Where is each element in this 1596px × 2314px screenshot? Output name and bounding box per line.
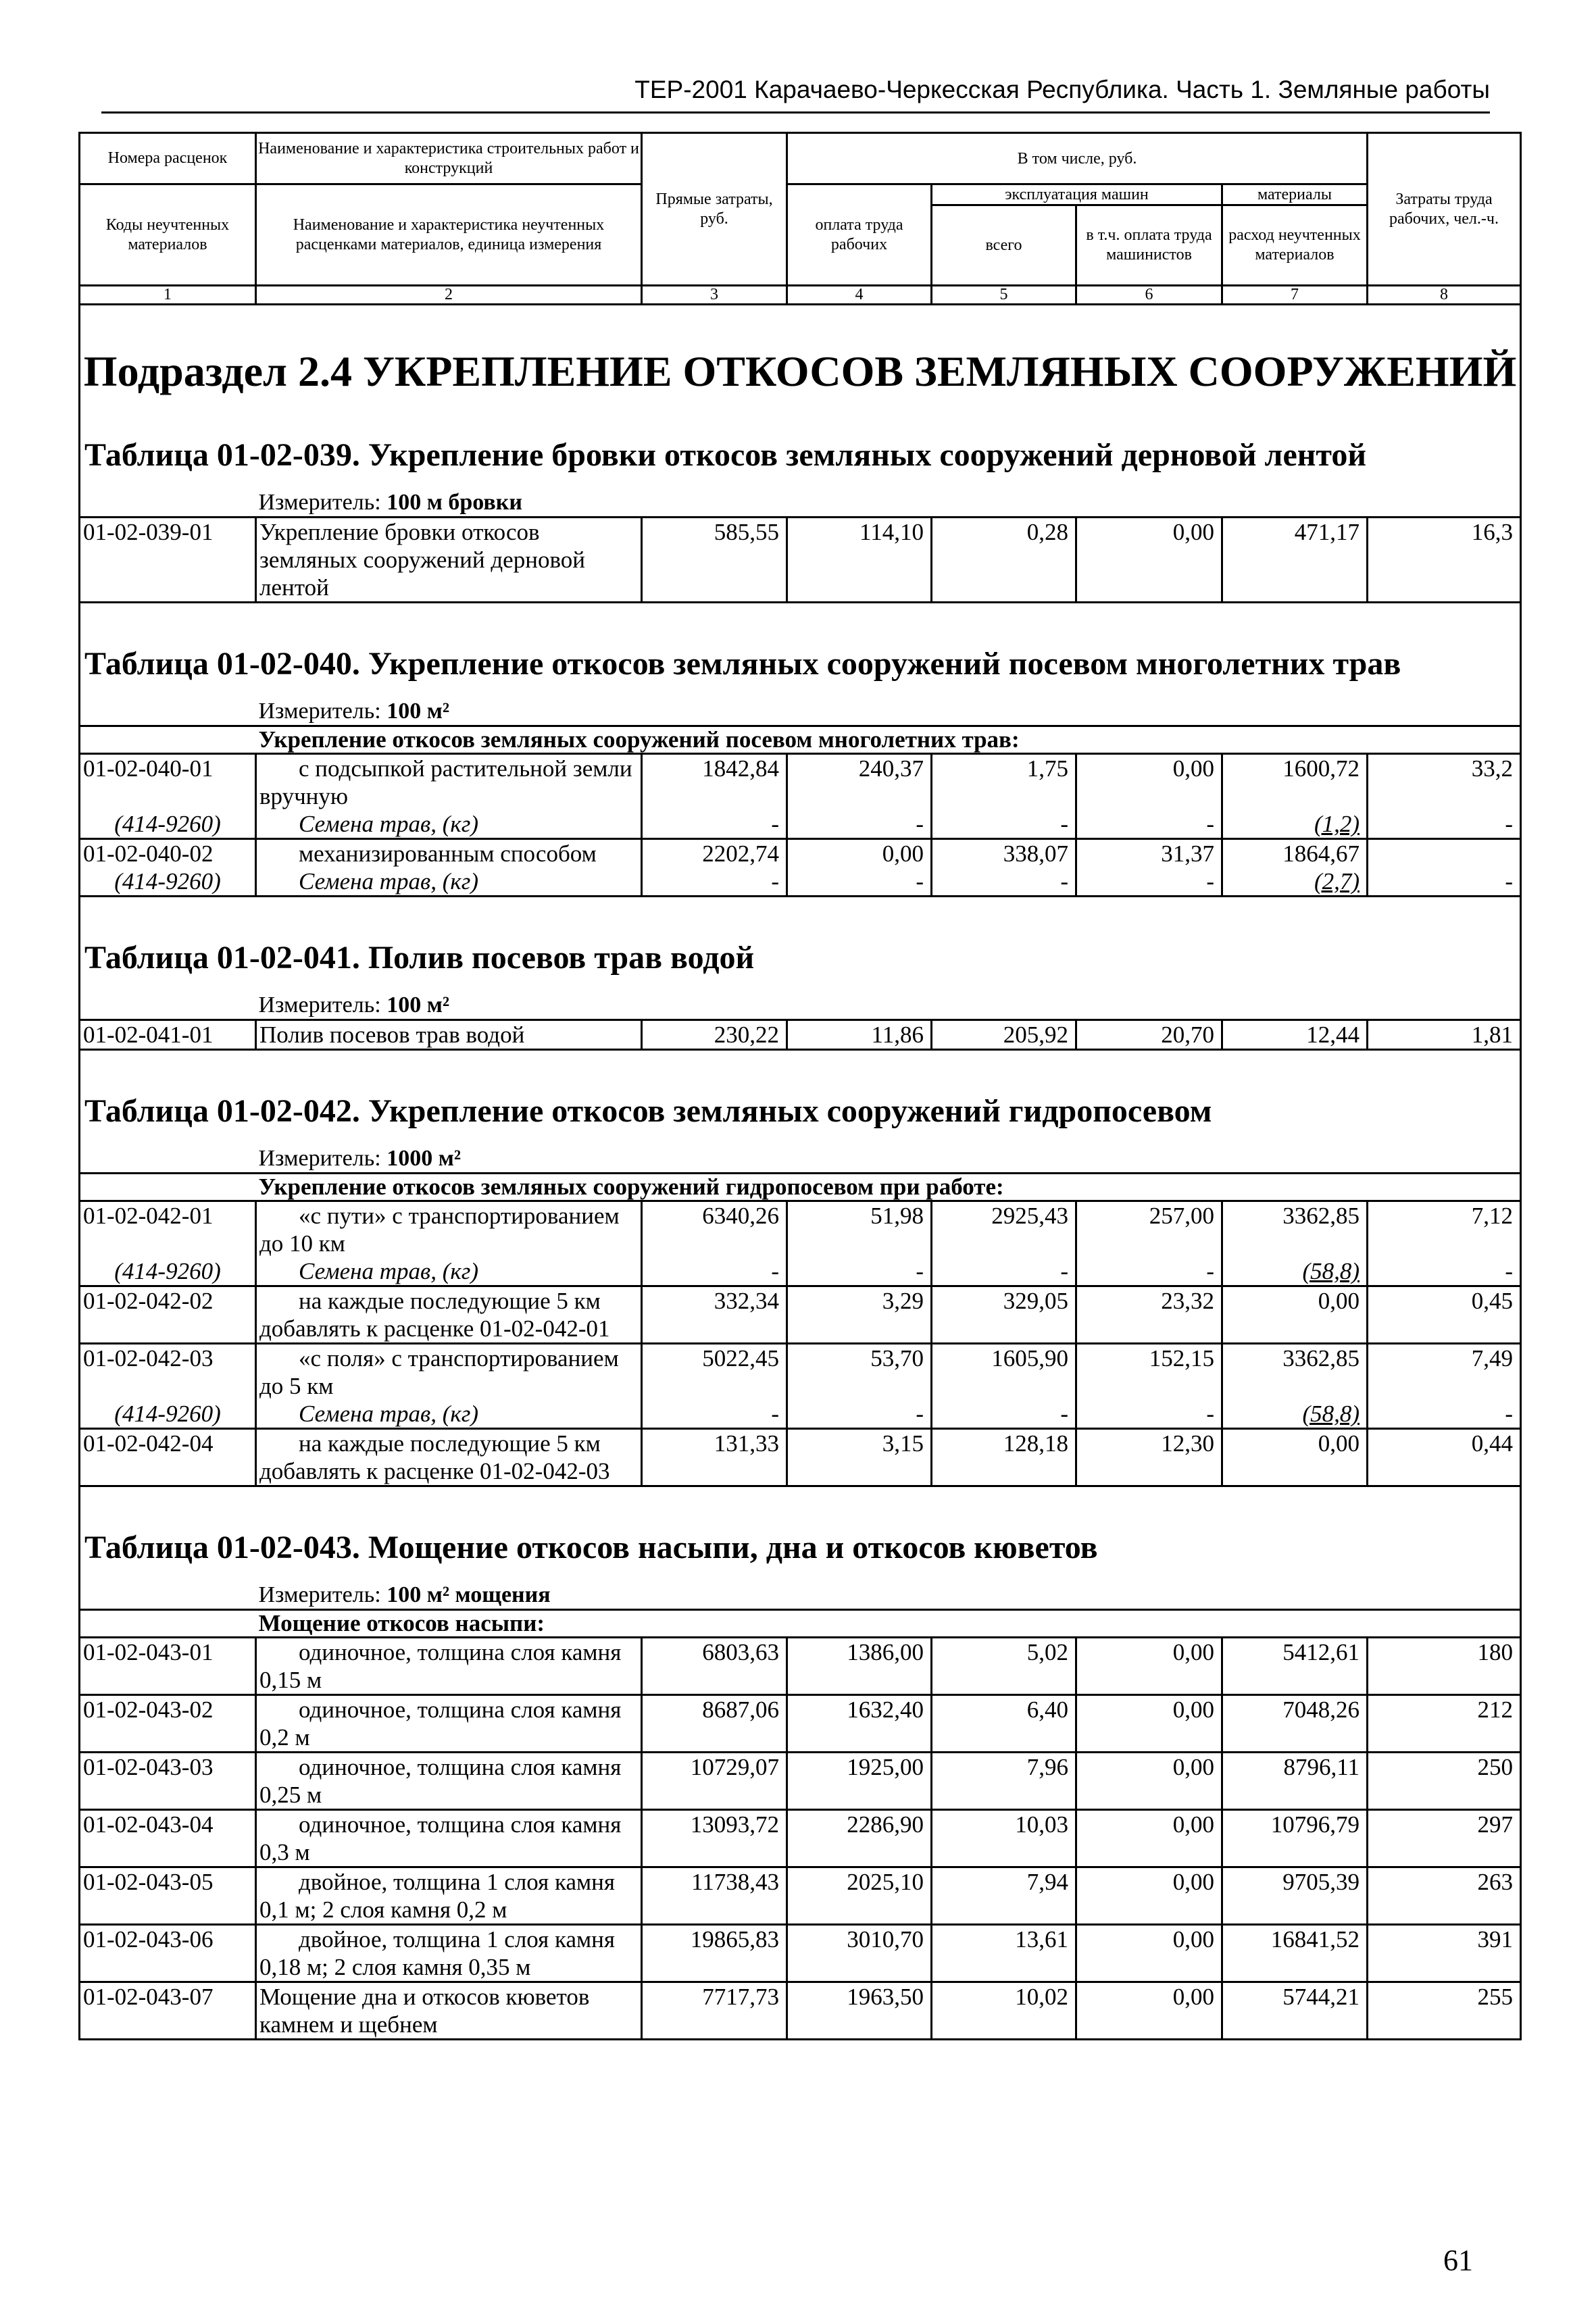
table-title-043: Таблица 01-02-043. Мощение откосов насыпи, дна и откосов кюветов <box>80 1525 1521 1578</box>
direct-costs-value: 6803,63 <box>642 1638 787 1695</box>
column-header-row-2 <box>80 184 1521 205</box>
machinists-value: 20,70 <box>1076 1020 1222 1050</box>
table-row <box>80 1286 1521 1344</box>
col-number-2: 2 <box>256 286 642 305</box>
labor-hours-value: - <box>1368 1257 1521 1286</box>
table-row <box>80 1925 1521 1982</box>
col-material-names-header: Наименование и характеристика неучтенных расценками материалов, единица измерения <box>256 184 642 286</box>
col-machinists-wages-header: в т.ч. оплата труда машинистов <box>1076 205 1222 286</box>
labor-hours-value: 297 <box>1368 1810 1521 1867</box>
labor-hours-value <box>1368 839 1521 868</box>
rate-description: одиночное, толщина слоя камня 0,25 м <box>256 1753 642 1810</box>
table-row <box>80 518 1521 603</box>
machinists-value: 0,00 <box>1076 1753 1222 1810</box>
machines-value: 128,18 <box>932 1429 1076 1486</box>
column-number-row <box>80 286 1521 305</box>
col-machine-exploitation-header: эксплуатация машин <box>932 184 1222 205</box>
machinists-value: 23,32 <box>1076 1286 1222 1344</box>
machines-value: 205,92 <box>932 1020 1076 1050</box>
direct-costs-value: 6340,26 <box>642 1201 787 1258</box>
col-number-5: 5 <box>932 286 1076 305</box>
measure-row <box>80 988 1521 1020</box>
table-row <box>80 1753 1521 1810</box>
rate-description: Мощение дна и откосов кюветов камнем и щебнем <box>256 1982 642 2040</box>
direct-costs-value: - <box>642 1400 787 1429</box>
table-title-041: Таблица 01-02-041. Полив посевов трав водой <box>80 935 1521 988</box>
labor-hours-value: 1,81 <box>1368 1020 1521 1050</box>
wages-value: - <box>787 1400 932 1429</box>
rate-description: одиночное, толщина слоя камня 0,3 м <box>256 1810 642 1867</box>
materials-value: 12,44 <box>1222 1020 1368 1050</box>
materials-value: 471,17 <box>1222 518 1368 603</box>
material-code: (414-9260) <box>80 1257 256 1286</box>
measure-039: Измеритель: 100 м бровки <box>256 485 1521 518</box>
table-title-row <box>80 432 1521 485</box>
material-description: Семена трав, (кг) <box>256 810 642 839</box>
table-row <box>80 1867 1521 1925</box>
rate-code: 01-02-042-02 <box>80 1286 256 1344</box>
labor-hours-value: 0,45 <box>1368 1286 1521 1344</box>
wages-value: 0,00 <box>787 839 932 868</box>
rate-description: двойное, толщина 1 слоя камня 0,1 м; 2 слоя камня 0,2 м <box>256 1867 642 1925</box>
materials-value: 5744,21 <box>1222 1982 1368 2040</box>
machinists-value: - <box>1076 810 1222 839</box>
group-row <box>80 1174 1521 1201</box>
machines-value: 5,02 <box>932 1638 1076 1695</box>
table-row <box>80 1695 1521 1753</box>
direct-costs-value: - <box>642 810 787 839</box>
rate-description: на каждые последующие 5 км добавлять к расценке 01-02-042-03 <box>256 1429 642 1486</box>
materials-value: 1600,72 <box>1222 754 1368 811</box>
machinists-value: 31,37 <box>1076 839 1222 868</box>
measure-row <box>80 1578 1521 1610</box>
spacer-row <box>80 1050 1521 1089</box>
machines-value: - <box>932 867 1076 897</box>
wages-value: 3,15 <box>787 1429 932 1486</box>
machines-value: - <box>932 1257 1076 1286</box>
table-title-042: Таблица 01-02-042. Укрепление откосов земляных сооружений гидропосевом <box>80 1088 1521 1141</box>
col-machines-total-header: всего <box>932 205 1076 286</box>
rate-code: 01-02-042-01 <box>80 1201 256 1258</box>
labor-hours-value: 212 <box>1368 1695 1521 1753</box>
material-code: (414-9260) <box>80 867 256 897</box>
labor-hours-value: - <box>1368 867 1521 897</box>
rate-code: 01-02-040-01 <box>80 754 256 811</box>
page-number: 61 <box>1443 2244 1473 2277</box>
machinists-value: 0,00 <box>1076 1810 1222 1867</box>
measure-row <box>80 485 1521 518</box>
col-number-3: 3 <box>642 286 787 305</box>
material-code: (414-9260) <box>80 810 256 839</box>
table-row <box>80 1020 1521 1050</box>
wages-value: 1963,50 <box>787 1982 932 2040</box>
col-number-8: 8 <box>1368 286 1521 305</box>
machinists-value: - <box>1076 1400 1222 1429</box>
labor-hours-value: 7,12 <box>1368 1201 1521 1258</box>
spacer-row <box>80 603 1521 642</box>
machinists-value: 0,00 <box>1076 1638 1222 1695</box>
materials-value: 0,00 <box>1222 1286 1368 1344</box>
table-title-row <box>80 1525 1521 1578</box>
materials-value: 3362,85 <box>1222 1201 1368 1258</box>
col-materials-header: материалы <box>1222 184 1368 205</box>
wages-value: 53,70 <box>787 1344 932 1401</box>
direct-costs-value: 5022,45 <box>642 1344 787 1401</box>
machines-value: 6,40 <box>932 1695 1076 1753</box>
measure-041: Измеритель: 100 м² <box>256 988 1521 1020</box>
table-row <box>80 1344 1521 1401</box>
materials-value: 16841,52 <box>1222 1925 1368 1982</box>
rate-description: с подсыпкой растительной земли вручную <box>256 754 642 811</box>
col-labor-hours-header: Затраты труда рабочих, чел.-ч. <box>1368 133 1521 286</box>
rate-code: 01-02-043-02 <box>80 1695 256 1753</box>
col-work-name-header: Наименование и характеристика строительных работ и конструкций <box>256 133 642 184</box>
material-description: Семена трав, (кг) <box>256 867 642 897</box>
material-description: Семена трав, (кг) <box>256 1257 642 1286</box>
material-row <box>80 1400 1521 1429</box>
materials-value: 1864,67 <box>1222 839 1368 868</box>
machinists-value: 0,00 <box>1076 754 1222 811</box>
wages-value: 114,10 <box>787 518 932 603</box>
machines-value: 1605,90 <box>932 1344 1076 1401</box>
table-title-039: Таблица 01-02-039. Укрепление бровки откосов земляных сооружений дерновой лентой <box>80 432 1521 485</box>
rate-description: одиночное, толщина слоя камня 0,2 м <box>256 1695 642 1753</box>
machines-value: 329,05 <box>932 1286 1076 1344</box>
machinists-value: 152,15 <box>1076 1344 1222 1401</box>
machinists-value: 257,00 <box>1076 1201 1222 1258</box>
col-number-1: 1 <box>80 286 256 305</box>
table-title-040: Таблица 01-02-040. Укрепление откосов земляных сооружений посевом многолетних трав <box>80 641 1521 694</box>
col-material-codes-header: Коды неучтенных материалов <box>80 184 256 286</box>
rate-code: 01-02-039-01 <box>80 518 256 603</box>
direct-costs-value: 332,34 <box>642 1286 787 1344</box>
direct-costs-value: 2202,74 <box>642 839 787 868</box>
machinists-value: - <box>1076 867 1222 897</box>
material-description: Семена трав, (кг) <box>256 1400 642 1429</box>
direct-costs-value: 19865,83 <box>642 1925 787 1982</box>
group-heading-043: Мощение откосов насыпи: <box>256 1610 1521 1638</box>
table-row <box>80 1201 1521 1258</box>
labor-hours-value: 7,49 <box>1368 1344 1521 1401</box>
rate-description: двойное, толщина 1 слоя камня 0,18 м; 2 слоя камня 0,35 м <box>256 1925 642 1982</box>
rate-code: 01-02-043-01 <box>80 1638 256 1695</box>
table-title-row <box>80 1088 1521 1141</box>
rate-code: 01-02-043-04 <box>80 1810 256 1867</box>
rate-code: 01-02-043-03 <box>80 1753 256 1810</box>
labor-hours-value: 391 <box>1368 1925 1521 1982</box>
document-header: ТЕР-2001 Карачаево-Черкесская Республика. Часть 1. Земляные работы <box>634 76 1490 103</box>
machines-value: 1,75 <box>932 754 1076 811</box>
materials-value: 5412,61 <box>1222 1638 1368 1695</box>
materials-value: (2,7) <box>1222 867 1368 897</box>
labor-hours-value: 0,44 <box>1368 1429 1521 1486</box>
rate-description: одиночное, толщина слоя камня 0,15 м <box>256 1638 642 1695</box>
measure-042: Измеритель: 1000 м² <box>256 1141 1521 1174</box>
materials-value: 3362,85 <box>1222 1344 1368 1401</box>
col-rate-number-header: Номера расценок <box>80 133 256 184</box>
materials-value: 10796,79 <box>1222 1810 1368 1867</box>
col-number-6: 6 <box>1076 286 1222 305</box>
col-number-7: 7 <box>1222 286 1368 305</box>
rates-table-container <box>78 132 1520 2040</box>
measure-043: Измеритель: 100 м² мощения <box>256 1578 1521 1610</box>
machines-value: 7,94 <box>932 1867 1076 1925</box>
measure-row <box>80 1141 1521 1174</box>
rate-code: 01-02-040-02 <box>80 839 256 868</box>
wages-value: - <box>787 867 932 897</box>
wages-value: 1632,40 <box>787 1695 932 1753</box>
table-row <box>80 754 1521 811</box>
machinists-value: 12,30 <box>1076 1429 1222 1486</box>
machines-value: 13,61 <box>932 1925 1076 1982</box>
direct-costs-value: 11738,43 <box>642 1867 787 1925</box>
wages-value: 11,86 <box>787 1020 932 1050</box>
header-rule <box>101 111 1490 114</box>
measure-040: Измеритель: 100 м² <box>256 694 1521 726</box>
col-direct-costs-header: Прямые затраты, руб. <box>642 133 787 286</box>
direct-costs-value: - <box>642 1257 787 1286</box>
labor-hours-value: 263 <box>1368 1867 1521 1925</box>
group-row <box>80 1610 1521 1638</box>
col-unaccounted-materials-header: расход неучтенных материалов <box>1222 205 1368 286</box>
direct-costs-value: 131,33 <box>642 1429 787 1486</box>
material-row <box>80 810 1521 839</box>
machinists-value: 0,00 <box>1076 1867 1222 1925</box>
wages-value: 3,29 <box>787 1286 932 1344</box>
wages-value: - <box>787 810 932 839</box>
material-row <box>80 1257 1521 1286</box>
labor-hours-value: 180 <box>1368 1638 1521 1695</box>
rate-description: Укрепление бровки откосов земляных сооружений дерновой лентой <box>256 518 642 603</box>
direct-costs-value: 8687,06 <box>642 1695 787 1753</box>
machinists-value: 0,00 <box>1076 1925 1222 1982</box>
rate-code: 01-02-042-03 <box>80 1344 256 1401</box>
table-row <box>80 1638 1521 1695</box>
labor-hours-value: 255 <box>1368 1982 1521 2040</box>
machines-value: 10,03 <box>932 1810 1076 1867</box>
labor-hours-value: 33,2 <box>1368 754 1521 811</box>
materials-value: 7048,26 <box>1222 1695 1368 1753</box>
spacer-row <box>80 897 1521 936</box>
materials-value: (58,8) <box>1222 1400 1368 1429</box>
table-title-row <box>80 935 1521 988</box>
wages-value: 3010,70 <box>787 1925 932 1982</box>
table-title-row <box>80 641 1521 694</box>
group-row <box>80 726 1521 754</box>
table-row <box>80 839 1521 868</box>
labor-hours-value: 250 <box>1368 1753 1521 1810</box>
section-title-row <box>80 305 1521 433</box>
table-row <box>80 1982 1521 2040</box>
materials-value: 8796,11 <box>1222 1753 1368 1810</box>
rate-code: 01-02-043-06 <box>80 1925 256 1982</box>
wages-value: 1925,00 <box>787 1753 932 1810</box>
rate-description: «с поля» с транспортированием до 5 км <box>256 1344 642 1401</box>
labor-hours-value: - <box>1368 810 1521 839</box>
table-row <box>80 1429 1521 1486</box>
wages-value: 2286,90 <box>787 1810 932 1867</box>
materials-value: (1,2) <box>1222 810 1368 839</box>
rates-table <box>78 132 1522 2040</box>
machines-value: 338,07 <box>932 839 1076 868</box>
material-code: (414-9260) <box>80 1400 256 1429</box>
measure-row <box>80 694 1521 726</box>
col-wages-header: оплата труда рабочих <box>787 184 932 286</box>
section-title: Подраздел 2.4 УКРЕПЛЕНИЕ ОТКОСОВ ЗЕМЛЯНЫХ СООРУЖЕНИЙ <box>80 305 1521 433</box>
col-including-group-header: В том числе, руб. <box>787 133 1368 184</box>
materials-value: 0,00 <box>1222 1429 1368 1486</box>
direct-costs-value: 10729,07 <box>642 1753 787 1810</box>
labor-hours-value: - <box>1368 1400 1521 1429</box>
material-row <box>80 867 1521 897</box>
wages-value: 2025,10 <box>787 1867 932 1925</box>
machines-value: 7,96 <box>932 1753 1076 1810</box>
direct-costs-value: 7717,73 <box>642 1982 787 2040</box>
column-header-row-1 <box>80 133 1521 184</box>
wages-value: - <box>787 1257 932 1286</box>
machines-value: 10,02 <box>932 1982 1076 2040</box>
machines-value: - <box>932 1400 1076 1429</box>
direct-costs-value: 1842,84 <box>642 754 787 811</box>
direct-costs-value: 13093,72 <box>642 1810 787 1867</box>
group-heading-042: Укрепление откосов земляных сооружений гидропосевом при работе: <box>256 1174 1521 1201</box>
rate-code: 01-02-041-01 <box>80 1020 256 1050</box>
rate-description: Полив посевов трав водой <box>256 1020 642 1050</box>
machines-value: 2925,43 <box>932 1201 1076 1258</box>
machinists-value: 0,00 <box>1076 518 1222 603</box>
direct-costs-value: 585,55 <box>642 518 787 603</box>
direct-costs-value: - <box>642 867 787 897</box>
rate-description: «с пути» с транспортированием до 10 км <box>256 1201 642 1258</box>
labor-hours-value: 16,3 <box>1368 518 1521 603</box>
col-number-4: 4 <box>787 286 932 305</box>
spacer-row <box>80 1486 1521 1526</box>
machines-value: - <box>932 810 1076 839</box>
wages-value: 51,98 <box>787 1201 932 1258</box>
machinists-value: 0,00 <box>1076 1695 1222 1753</box>
table-row <box>80 1810 1521 1867</box>
rate-description: механизированным способом <box>256 839 642 868</box>
machines-value: 0,28 <box>932 518 1076 603</box>
rate-description: на каждые последующие 5 км добавлять к расценке 01-02-042-01 <box>256 1286 642 1344</box>
materials-value: 9705,39 <box>1222 1867 1368 1925</box>
group-heading-040: Укрепление откосов земляных сооружений посевом многолетних трав: <box>256 726 1521 754</box>
machinists-value: 0,00 <box>1076 1982 1222 2040</box>
wages-value: 240,37 <box>787 754 932 811</box>
wages-value: 1386,00 <box>787 1638 932 1695</box>
materials-value: (58,8) <box>1222 1257 1368 1286</box>
machinists-value: - <box>1076 1257 1222 1286</box>
rate-code: 01-02-043-07 <box>80 1982 256 2040</box>
rate-code: 01-02-043-05 <box>80 1867 256 1925</box>
direct-costs-value: 230,22 <box>642 1020 787 1050</box>
rate-code: 01-02-042-04 <box>80 1429 256 1486</box>
